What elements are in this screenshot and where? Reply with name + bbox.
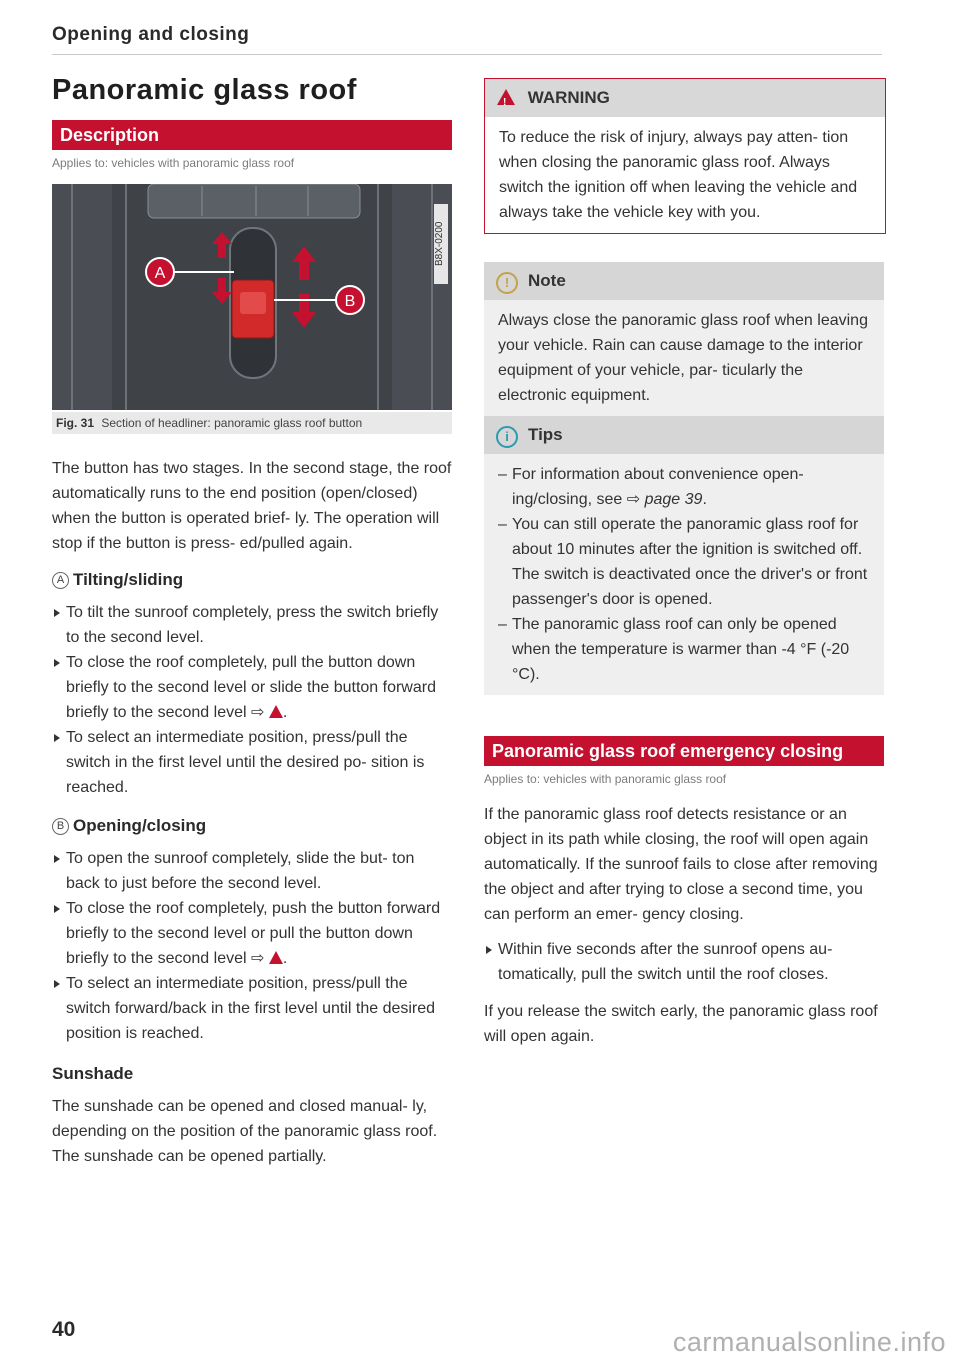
- opening-heading: [52, 816, 452, 836]
- letter-b-icon: B: [52, 818, 69, 835]
- warning-triangle-icon: [497, 89, 515, 105]
- letter-a-icon: A: [52, 572, 69, 589]
- warning-header: [485, 79, 885, 117]
- emergency-followup: If you release the switch early, the panoramic glass roof will open again.: [484, 1003, 878, 1045]
- list-item: To tilt the sunroof completely, press the switch briefly to the second level.: [52, 600, 452, 650]
- list-item: To select an intermediate position, press/pull the switch in the first level until the desired po- sition is reached.: [52, 725, 452, 800]
- tilting-heading-text: Tilting/sliding: [73, 570, 184, 589]
- tips-header: [484, 416, 884, 454]
- note-title: Note: [528, 271, 566, 290]
- page-number: 40: [52, 1318, 76, 1341]
- page-title: Panoramic glass roof: [52, 74, 357, 106]
- list-item: To close the roof completely, pull the button down briefly to the second level or slide the button forward briefly to the second level ⇨ .: [52, 650, 452, 725]
- figure-id: B8X-0200: [434, 204, 448, 284]
- warning-title: WARNING: [527, 88, 610, 107]
- sunshade-heading: Sunshade: [52, 1064, 134, 1083]
- exclamation-icon: !: [496, 272, 518, 294]
- tips-box: [484, 416, 884, 695]
- warning-text: To reduce the risk of injury, always pay atten- tion when closing the panoramic glass roof. Always switch the ignition off when leaving the vehicle and always take the vehicle key with you.: [499, 129, 858, 221]
- warning-box: [484, 78, 886, 234]
- figure-number: Fig. 31: [56, 416, 95, 430]
- description-heading-block: [52, 120, 452, 170]
- opening-heading-text: Opening/closing: [73, 816, 207, 835]
- headliner-illustration: [52, 184, 452, 410]
- left-body: [52, 456, 452, 1169]
- list-item: To close the roof completely, push the button forward briefly to the second level or pull the button down briefly to the second level ⇨ .: [52, 896, 452, 971]
- figure-label-b-text: B: [344, 293, 356, 310]
- headliner-figure: [52, 184, 452, 410]
- note-text: Always close the panoramic glass roof when leaving your vehicle. Rain can cause damage to the interior equipment of your vehicle, par- ticularly the electronic equipment.: [484, 300, 884, 416]
- watermark: carmanualsonline.info: [672, 1327, 946, 1357]
- sunshade-paragraph: The sunshade can be opened and closed manual- ly, depending on the position of the panoramic glass roof. The sunshade can be opened partially.: [52, 1098, 438, 1165]
- warning-icon: [269, 705, 283, 718]
- list-item: – You can still operate the panoramic glass roof for about 10 minutes after the ignition is switched off. The switch is deactivated once the driver's or front passenger's door is opened.: [498, 512, 870, 612]
- tips-body: [484, 454, 884, 695]
- note-box: [484, 262, 884, 416]
- list-item: Within five seconds after the sunroof opens au- tomatically, pull the switch until the roof closes.: [484, 937, 884, 987]
- section-header: Opening and closing: [52, 24, 882, 55]
- tilting-list: [52, 600, 452, 800]
- figure-caption-text: Section of headliner: panoramic glass roof button: [101, 416, 363, 430]
- note-header: [484, 262, 884, 300]
- emergency-steps: [484, 937, 884, 987]
- page-reference-link[interactable]: page 39: [644, 491, 703, 508]
- emergency-applies-text: Applies to: vehicles with panoramic glass roof: [484, 772, 727, 786]
- list-item: To select an intermediate position, press/pull the switch forward/back in the first level until the desired position is reached.: [52, 971, 452, 1046]
- opening-list: [52, 846, 452, 1046]
- tips-title: Tips: [528, 425, 563, 444]
- emergency-section: [484, 736, 884, 1049]
- tips-list: [498, 462, 870, 687]
- list-item: – The panoramic glass roof can only be opened when the temperature is warmer than -4 °F (-20 °C).: [498, 612, 870, 687]
- intro-paragraph: The button has two stages. In the second stage, the roof automatically runs to the end position (open/closed) when the button is operated brief- ly. The operation will stop if the button is press- ed/pulled again.: [52, 460, 452, 552]
- info-icon: i: [496, 426, 518, 448]
- emergency-bar: Panoramic glass roof emergency closing: [484, 736, 884, 766]
- emergency-paragraph: If the panoramic glass roof detects resistance or an object in its path while closing, the roof will open again automatically. If the sunroof fails to close after removing the object and after trying to close a second time, you can perform an emer- gency closing.: [484, 806, 878, 923]
- warning-icon: [269, 951, 283, 964]
- list-item: – For information about convenience open- ing/closing, see ⇨ page 39.: [498, 462, 870, 512]
- applies-to-text: Applies to: vehicles with panoramic glass roof: [52, 156, 295, 170]
- description-bar: Description: [52, 120, 452, 150]
- figure-label-a-text: A: [154, 265, 166, 282]
- tilting-heading: [52, 570, 452, 590]
- figure-caption: [52, 412, 452, 434]
- list-item: To open the sunroof completely, slide the but- ton back to just before the second level.: [52, 846, 452, 896]
